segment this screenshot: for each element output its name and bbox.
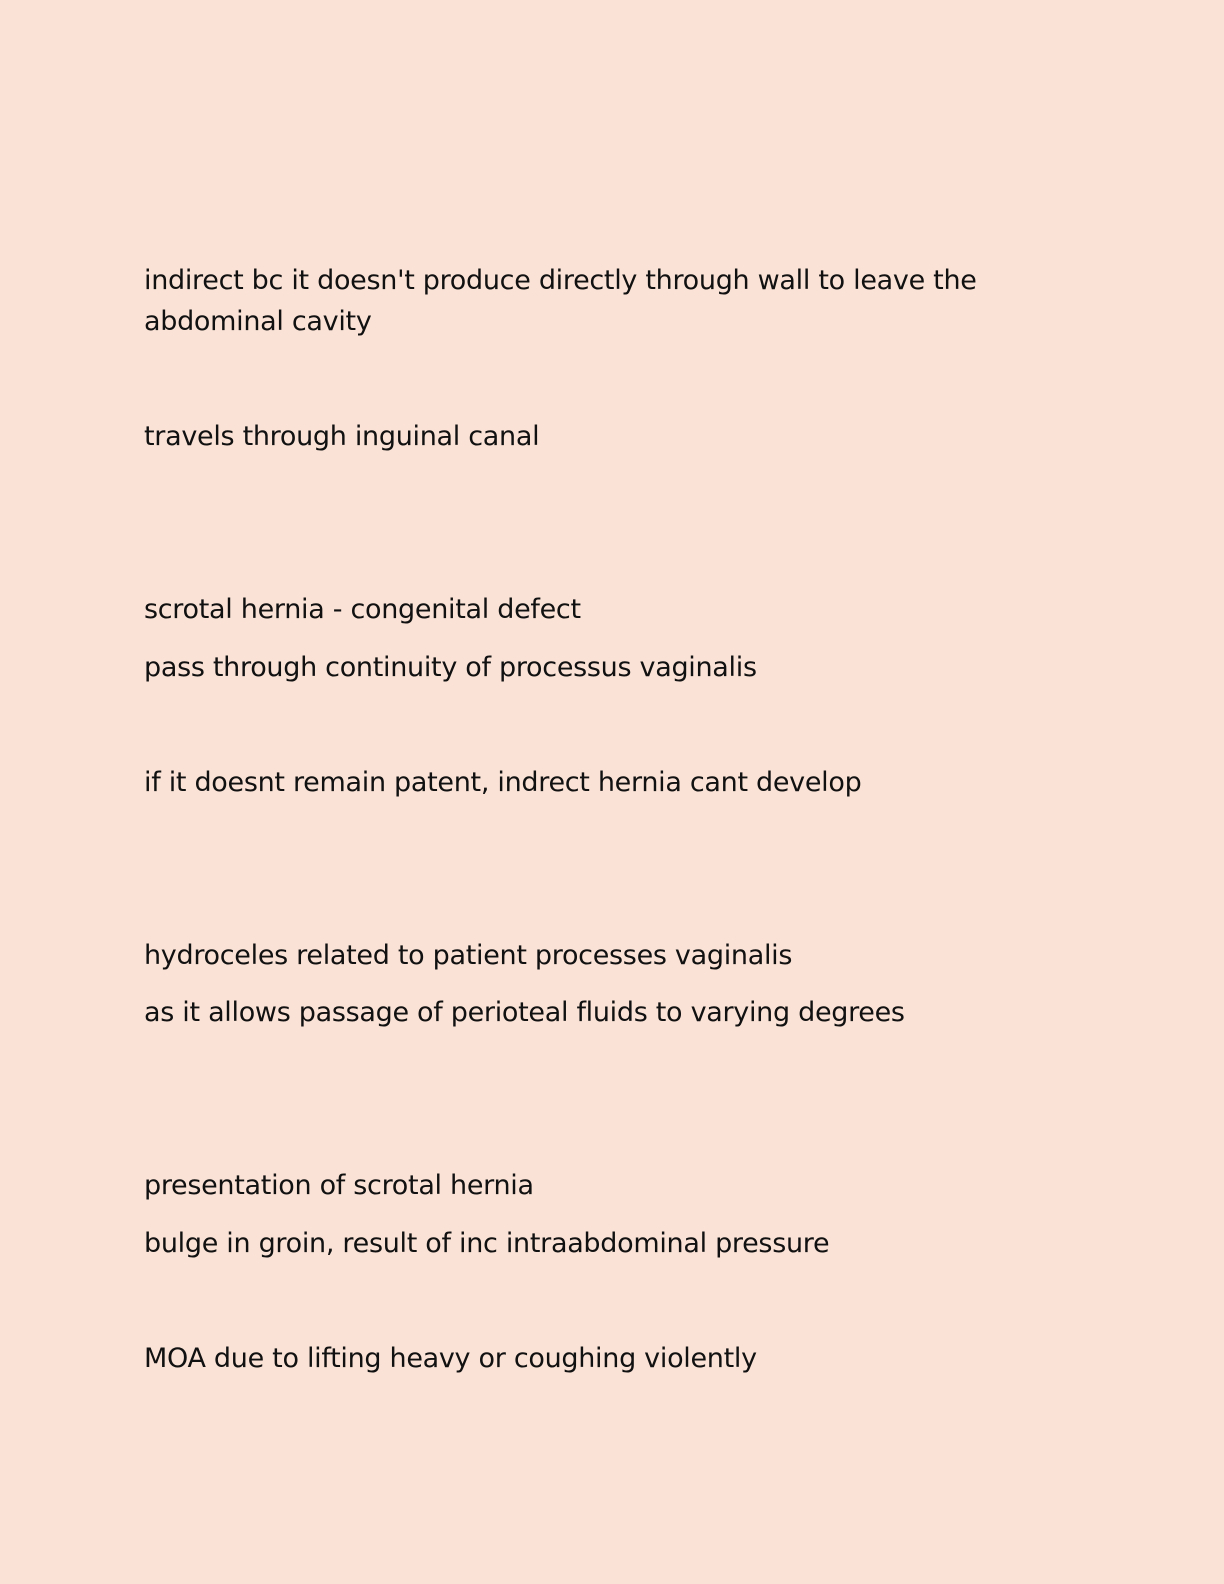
note-line-8: as it allows passage of perioteal fluids to varying degrees [144, 997, 905, 1028]
note-line-6: if it doesnt remain patent, indrect hernia cant develop [144, 767, 862, 798]
note-line-1: indirect bc it doesn't produce directly through wall to leave the [144, 265, 977, 296]
note-line-5: pass through continuity of processus vaginalis [144, 652, 757, 683]
note-line-2: abdominal cavity [144, 306, 372, 337]
note-line-4: scrotal hernia - congenital defect [144, 594, 581, 625]
note-line-10: bulge in groin, result of inc intraabdominal pressure [144, 1228, 830, 1259]
note-line-11: MOA due to lifting heavy or coughing violently [144, 1343, 757, 1374]
note-line-9: presentation of scrotal hernia [144, 1170, 534, 1201]
note-line-7: hydroceles related to patient processes vaginalis [144, 940, 793, 971]
note-line-3: travels through inguinal canal [144, 421, 540, 452]
